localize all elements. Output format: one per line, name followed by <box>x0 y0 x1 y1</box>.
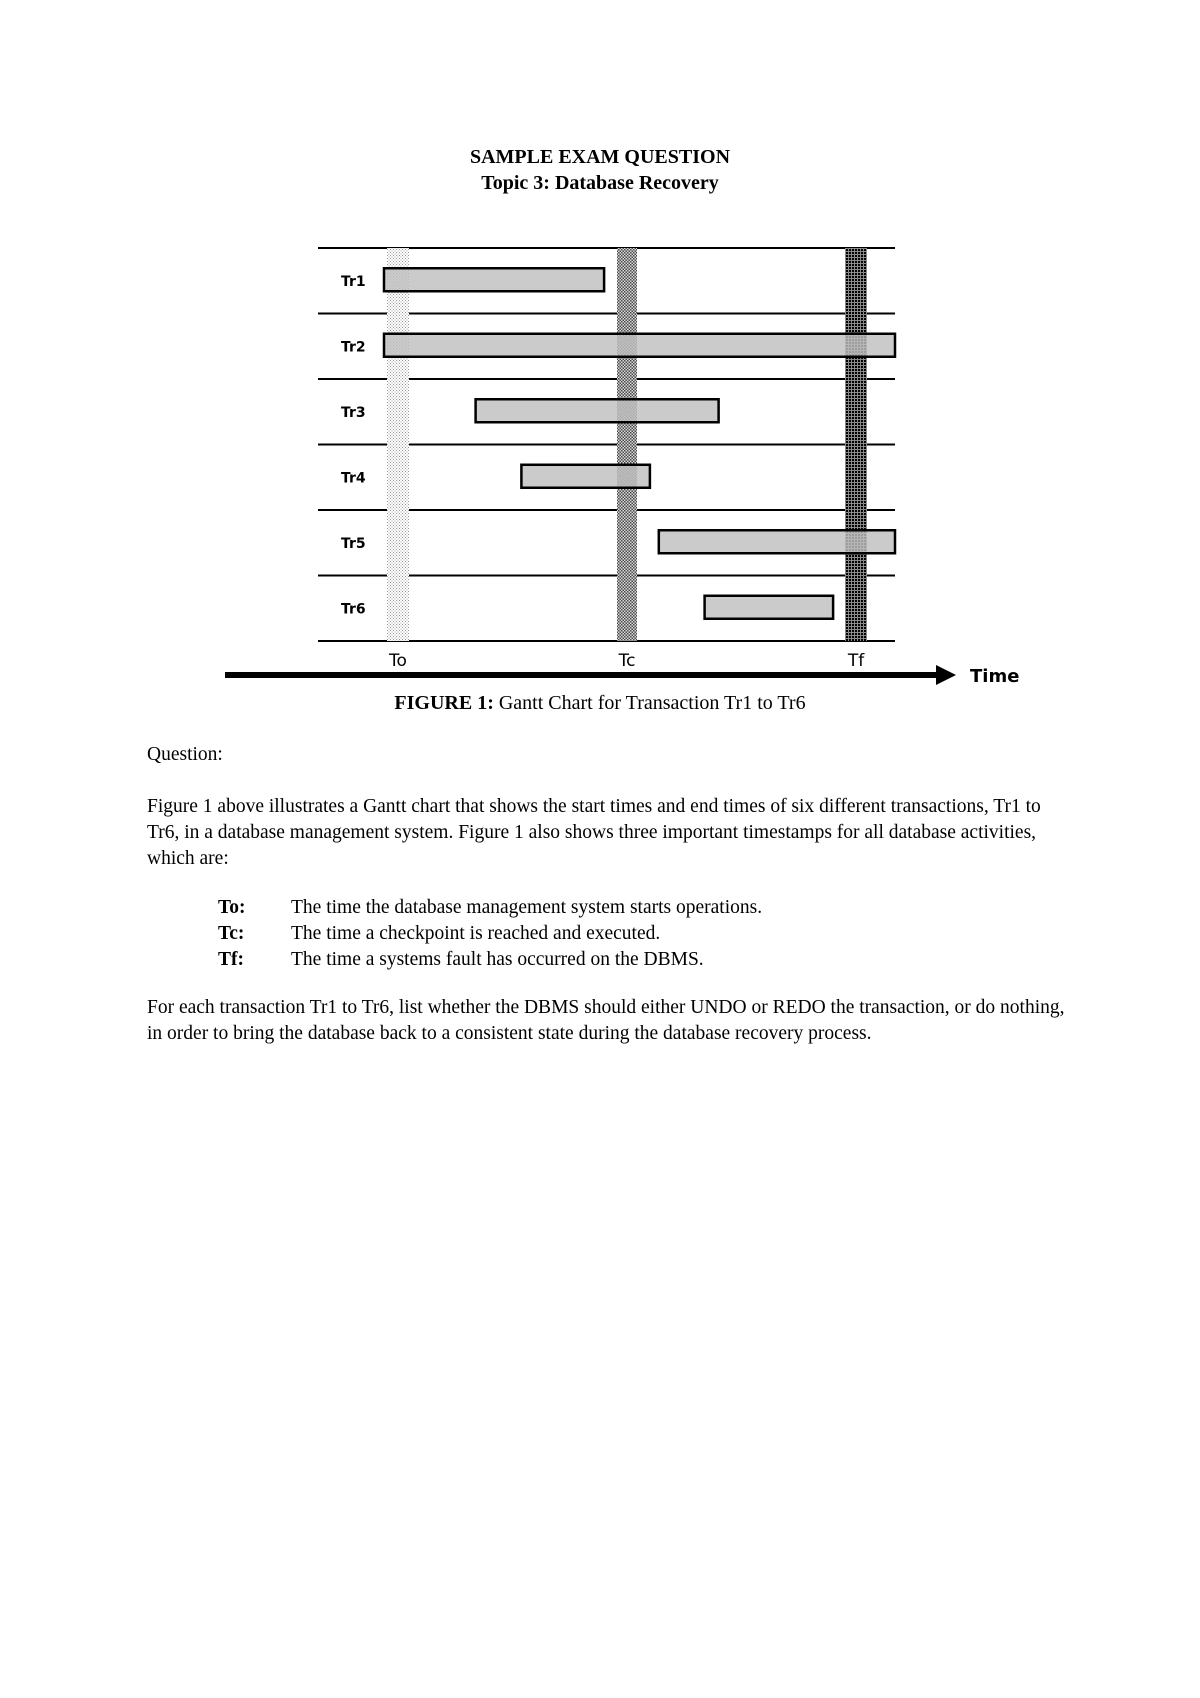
question-closing: For each transaction Tr1 to Tr6, list whether the DBMS should either UNDO or REDO the transaction, or do nothing, in order to bring the database back to a consistent state during the database recovery process. <box>147 997 1065 1044</box>
timestamp-stripe-tf <box>845 248 867 641</box>
timestamp-label-tc: Tc <box>618 651 636 671</box>
definition-tc <box>218 921 762 947</box>
figure-caption-label: FIGURE 1: <box>394 692 494 714</box>
row-label-tr2: Tr2 <box>341 339 366 356</box>
row-label-tr4: Tr4 <box>341 470 366 487</box>
row-label-tr1: Tr1 <box>341 273 366 290</box>
time-axis-arrowhead <box>936 665 956 685</box>
definition-text: The time a checkpoint is reached and executed. <box>291 923 661 944</box>
question-intro: Figure 1 above illustrates a Gantt chart that shows the start times and end times of six different transactions, Tr1 to Tr6, in a database management system. Figure 1 also shows three important timestamps for all database activities, which are: <box>147 796 1041 869</box>
transaction-bar-tr3 <box>476 399 719 422</box>
figure-caption <box>0 692 1200 715</box>
definition-term: To: <box>218 897 246 918</box>
definition-text: The time a systems fault has occurred on the DBMS. <box>291 949 704 970</box>
page-subtitle: Topic 3: Database Recovery <box>481 172 719 194</box>
timestamp-stripe-to <box>387 248 409 641</box>
row-label-tr6: Tr6 <box>341 601 366 618</box>
definition-term: Tc: <box>218 923 245 944</box>
gantt-chart <box>0 0 1200 700</box>
definition-text: The time the database management system starts operations. <box>291 897 763 918</box>
figure-caption-text: Gantt Chart for Transaction Tr1 to Tr6 <box>493 692 806 714</box>
transaction-bar-tr1 <box>384 268 604 291</box>
timestamp-definitions <box>218 895 762 973</box>
time-axis-label: Time <box>970 666 1020 687</box>
question-label: Question: <box>147 744 223 765</box>
definition-tf <box>218 947 762 973</box>
row-label-tr5: Tr5 <box>341 535 366 552</box>
transaction-bar-tr2 <box>384 334 895 357</box>
definition-term: Tf: <box>218 949 244 970</box>
timestamp-label-to: To <box>389 651 407 671</box>
definition-to <box>218 895 762 921</box>
transaction-bar-tr5 <box>659 530 895 553</box>
transaction-bar-tr6 <box>705 596 834 619</box>
timestamp-label-tf: Tf <box>847 651 865 671</box>
page-title: SAMPLE EXAM QUESTION <box>469 146 731 168</box>
row-label-tr3: Tr3 <box>341 404 366 421</box>
transaction-bar-tr4 <box>521 465 650 488</box>
timestamp-stripe-tc <box>617 248 637 641</box>
